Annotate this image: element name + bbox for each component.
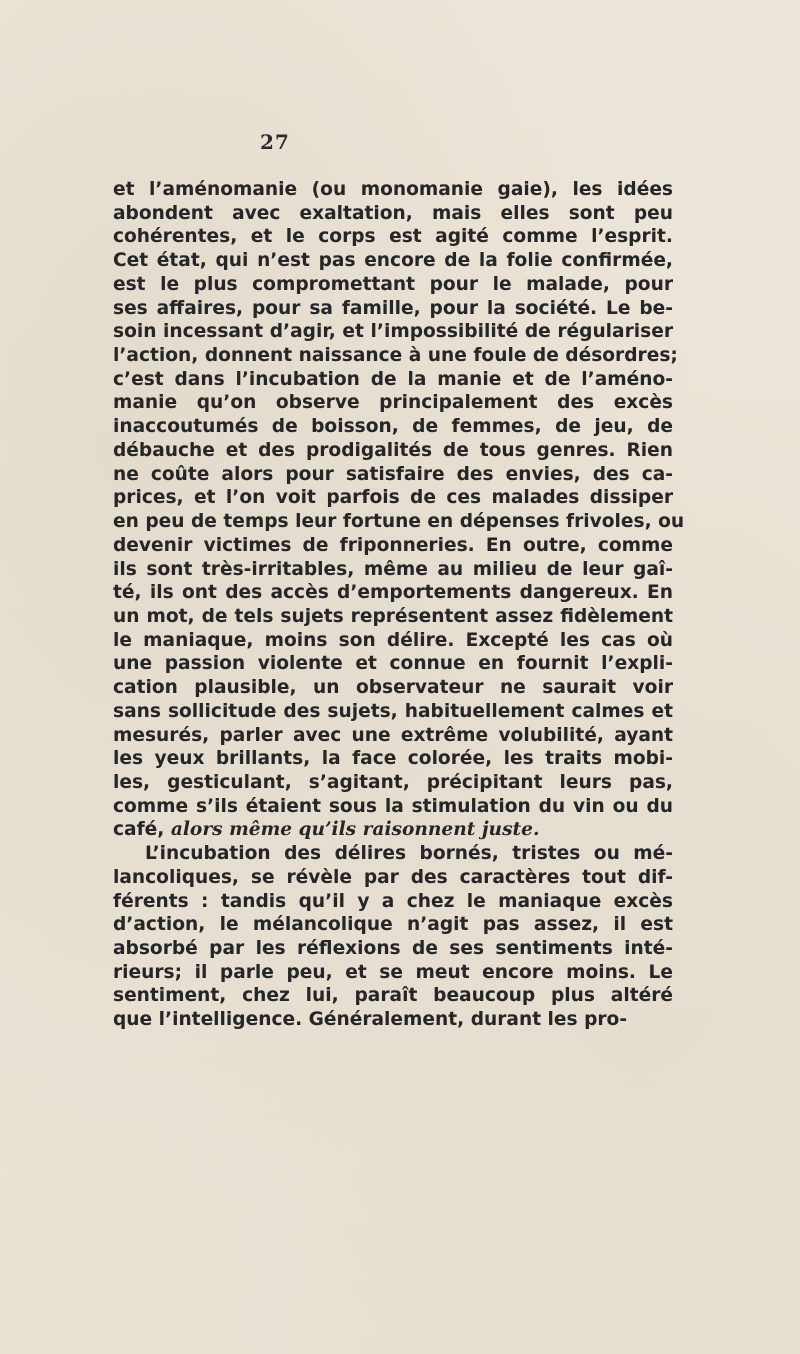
text-line: est le plus compromettant pour le malade, pour [113, 273, 673, 295]
text-line: et l’aménomanie (ou monomanie gaie), les idées [113, 179, 673, 200]
text-line: lancoliques, se révèle par des caractères tout dif- [113, 866, 673, 888]
text-line: l’action, donnent naissance à une foule de désordres; [113, 345, 678, 367]
text-line: cohérentes, et le corps est agité comme l’esprit. [113, 226, 673, 248]
text-line: ne coûte alors pour satisfaire des envies, des ca- [113, 463, 673, 485]
text-line: té, ils ont des accès d’emportements dangereux. En [113, 582, 673, 604]
text-line: d’action, le mélancolique n’agit pas assez, il est [113, 914, 673, 936]
text-line: L’incubation des délires bornés, tristes ou mé- [145, 843, 673, 865]
text-line: cation plausible, un observateur ne saurait voir [113, 677, 673, 699]
text-line: inaccoutumés de boisson, de femmes, de jeu, de [113, 416, 673, 438]
text-line: c’est dans l’incubation de la manie et de l’améno- [113, 368, 673, 390]
text-line: comme s’ils étaient sous la stimulation du vin ou du [113, 795, 673, 817]
text-line: mesurés, parler avec une extrême volubilité, ayant [113, 724, 673, 746]
text-line: manie qu’on observe principalement des excès [113, 392, 673, 414]
body-text [113, 178, 685, 1032]
text-line: devenir victimes de friponneries. En outre, comme [113, 534, 673, 556]
text-line: café, alors même qu’ils raisonnent juste. [113, 819, 540, 841]
paragraph-2 [113, 842, 673, 1032]
text-line: que l’intelligence. Généralement, durant les pro- [113, 1009, 628, 1031]
text-line: ses affaires, pour sa famille, pour la société. Le be- [113, 297, 673, 319]
text-line: abondent avec exaltation, mais elles sont peu [113, 202, 673, 224]
text-line: sans sollicitude des sujets, habituellement calmes et [113, 700, 673, 722]
text-line: Cet état, qui n’est pas encore de la folie confirmée, [113, 250, 673, 272]
text-line: le maniaque, moins son délire. Excepté les cas où [113, 629, 673, 651]
italic-phrase: alors même qu’ils raisonnent juste. [170, 819, 540, 841]
text-line: débauche et des prodigalités de tous genres. Rien [113, 439, 673, 461]
text-line: prices, et l’on voit parfois de ces malades dissiper [113, 487, 673, 509]
text-line: ils sont très-irritables, même au milieu de leur gaî- [113, 558, 673, 580]
text-line: soin incessant d’agir, et l’impossibilité de régulariser [113, 321, 673, 343]
text-line: férents : tandis qu’il y a chez le maniaque excès [113, 890, 673, 912]
text-line: rieurs; il parle peu, et se meut encore moins. Le [113, 961, 673, 983]
text-line: une passion violente et connue en fournit l’expli- [113, 653, 673, 675]
text-line: sentiment, chez lui, paraît beaucoup plus altéré [113, 985, 673, 1007]
text-line: les, gesticulant, s’agitant, précipitant leurs pas, [113, 771, 673, 793]
text-line: un mot, de tels sujets représentent assez fidèlement [113, 605, 673, 627]
text-line: les yeux brillants, la face colorée, les traits mobi- [113, 748, 673, 770]
text-line: en peu de temps leur fortune en dépenses frivoles, ou [113, 511, 685, 533]
paragraph-1 [113, 178, 685, 818]
page-number: 27 [260, 130, 290, 154]
text-line: absorbé par les réflexions de ses sentiments inté- [113, 938, 673, 959]
